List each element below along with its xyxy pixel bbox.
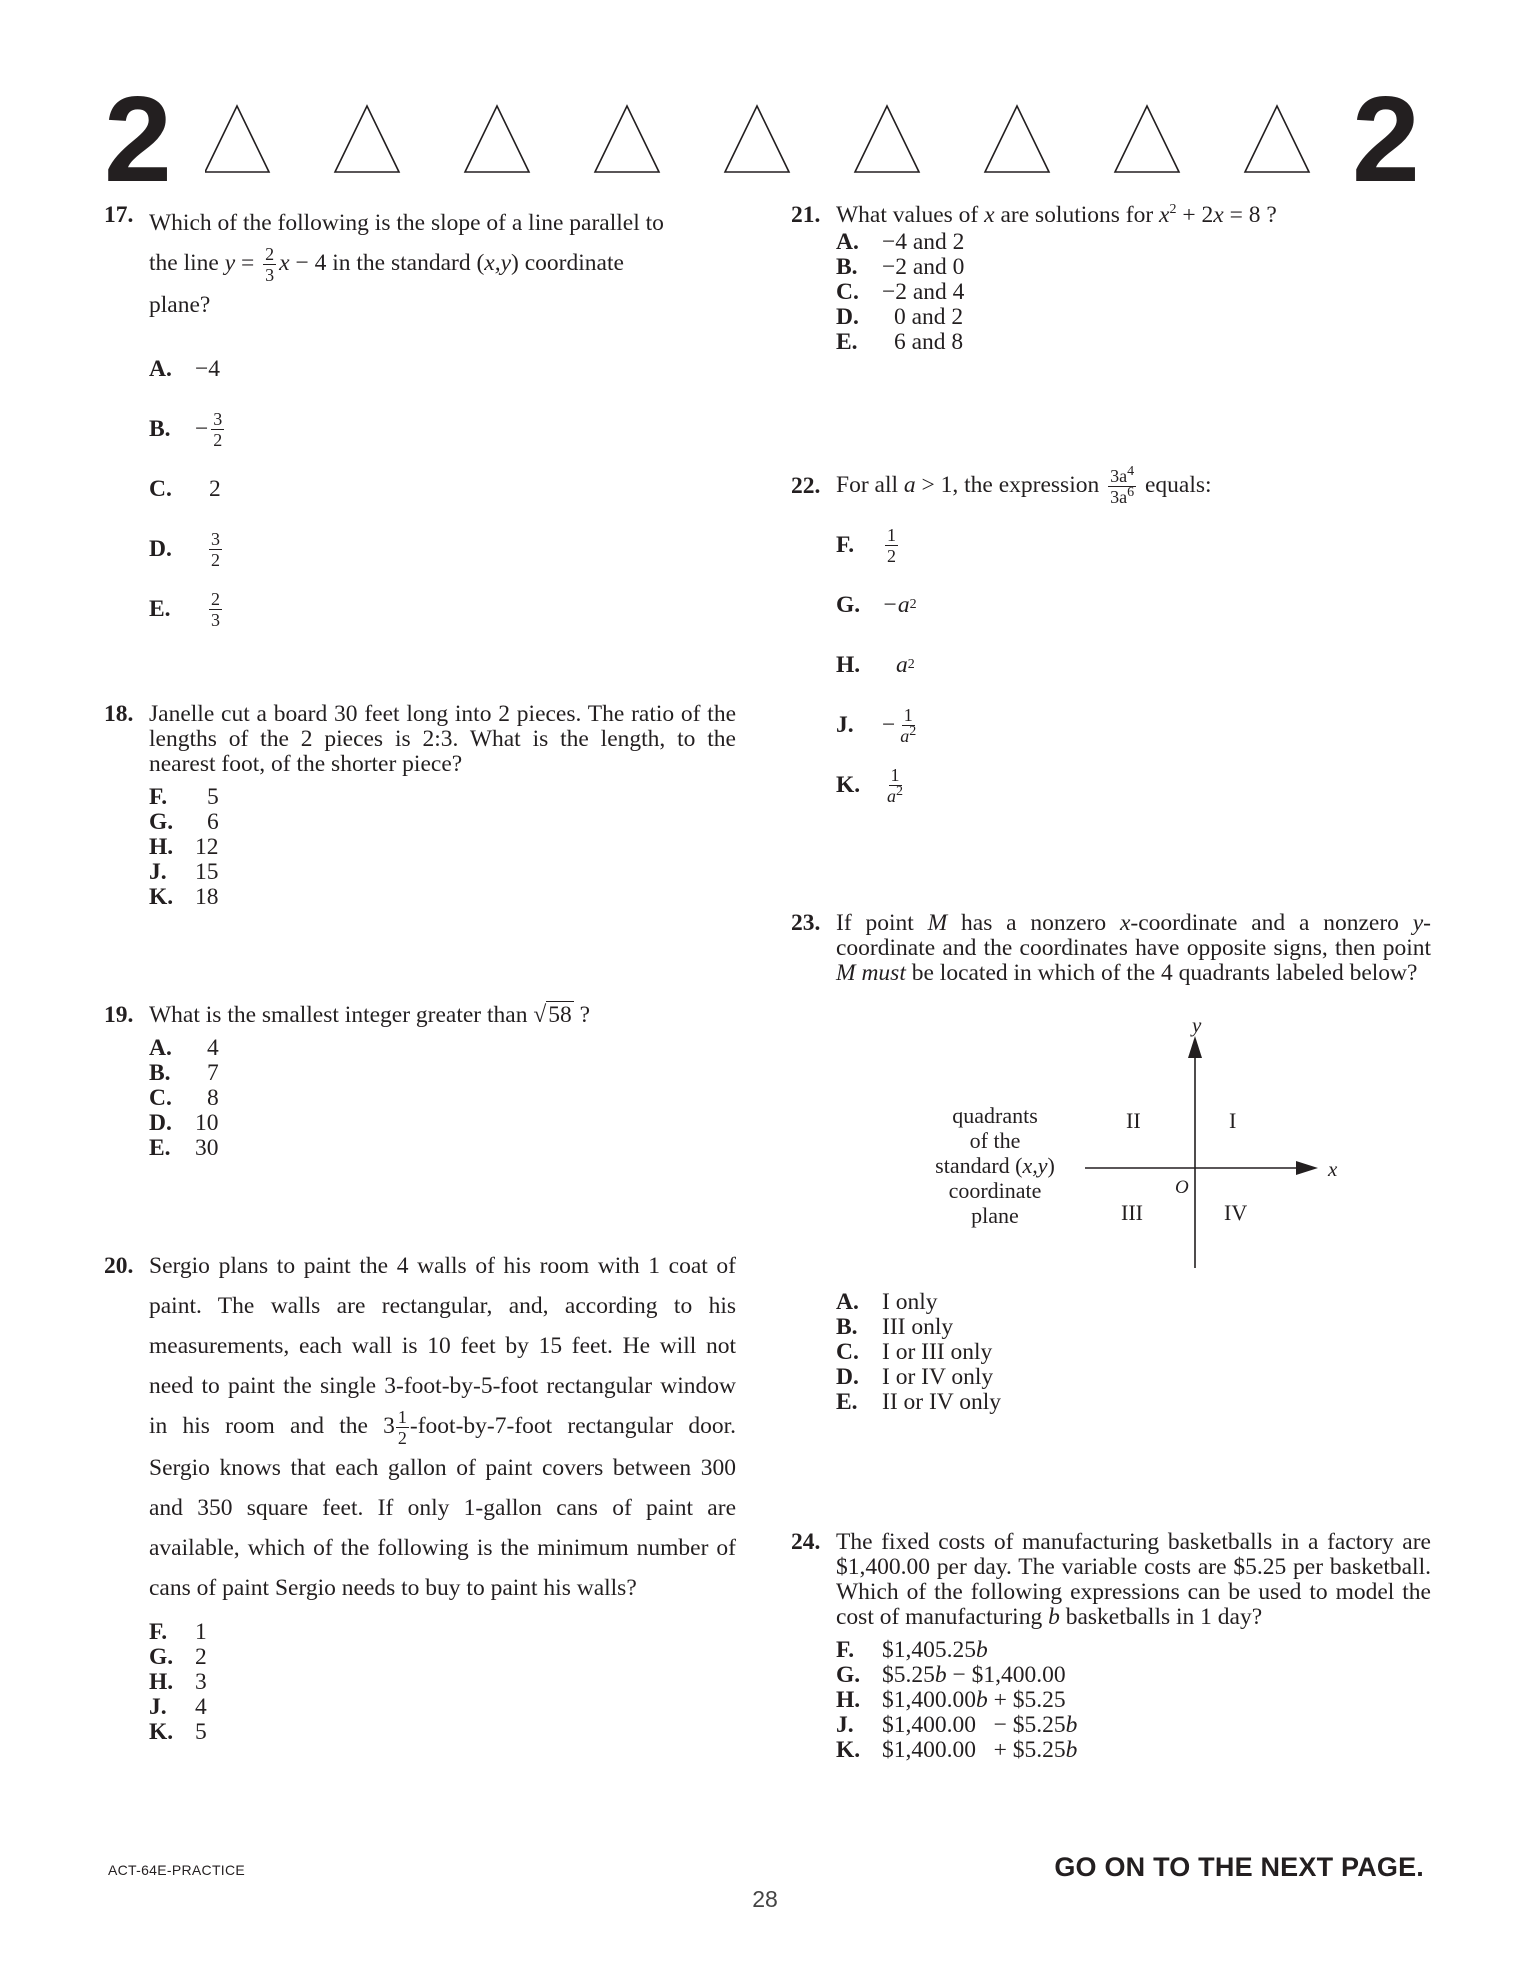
answer-option[interactable]: G. 2 [149,1644,207,1671]
fraction: $\frac{3a^4}{3a^6}$ [1110,464,1135,507]
answer-option[interactable]: D. 0 and 2 [836,304,964,330]
answer-option[interactable]: K. $\frac{1}{a^2}$ [836,764,903,806]
quadrant-diagram [920,1018,1340,1278]
triangle-icon [985,106,1049,172]
question-text: If point M has a nonzero x-coordinate and a nonzero y-coordinate and the coordinates have opposite signs, then point M must be located in which of the 4 quadrants labeled below? [836,910,1431,986]
next-page-notice: GO ON TO THE NEXT PAGE. [1054,1852,1424,1882]
answer-option[interactable]: D. I or IV only [836,1364,994,1390]
answer-option[interactable]: K. 18 [149,884,219,910]
answer-option[interactable]: E. II or IV only [836,1389,1002,1415]
question-20 [104,1254,736,1745]
answer-option[interactable]: F. 1 [149,1619,207,1646]
x-axis-arrow-icon [1296,1161,1318,1175]
answer-option[interactable]: H. $1,400.00 b + $5.25 [836,1687,1066,1713]
question-text [149,203,736,325]
quadrant-label-4: IV [1224,1200,1248,1225]
triangle-icon [725,106,789,172]
answer-option[interactable]: C. 8 [149,1085,219,1111]
header-triangles [205,104,1325,176]
answer-option[interactable]: H. 12 [149,834,219,860]
quadrant-label-1: I [1229,1108,1237,1133]
triangle-icon [1115,106,1179,172]
answer-option[interactable]: D. $\frac{3}{2}$ [149,528,220,570]
answer-options [836,1290,1431,1415]
question-number: 17. [104,202,134,228]
answer-option[interactable]: C. I or III only [836,1339,993,1365]
question-text: What values of x are solutions for $x^2 + 2x = 8$ ? [836,202,1277,228]
question-text: Janelle cut a board 30 feet long into 2 pieces. The ratio of the lengths of the 2 pieces is 2:3. What is the length, to the nearest foot, of the shorter piece? [149,701,736,777]
question-line: plane? [149,292,211,319]
fraction: $\frac{1}{2}$ [397,1407,407,1449]
square-root: √58 [533,1002,572,1028]
question-number: 19. [104,1002,134,1028]
triangle-icon [205,106,269,172]
question-23 [791,911,1431,986]
answer-option[interactable]: F. $1,405.25 b [836,1637,988,1663]
question-text: Sergio plans to paint the 4 walls of his room with 1 coat of paint. The walls are rectangular, and, according to his measurements, each wall is 10 feet by 15 feet. He will not need to paint the single 3-foot-by-5-foot rectangular window in his room and the 3 $\frac{1}{2}$ -foot-by-7-foot rectangular door. Sergio knows that each gallon of paint covers between 300 and 350 square feet. If only 1-gallon cans of paint are available, which of the following is the minimum number of cans of paint Sergio needs to buy to paint his walls? [149,1253,736,1602]
answer-option[interactable]: B. − $\frac{3}{2}$ [149,408,223,450]
question-number: 22. [791,473,821,499]
answer-options [149,339,736,639]
answer-option[interactable]: H. a 2 [836,651,915,678]
question-number: 18. [104,701,134,727]
answer-option[interactable]: H. 3 [149,1669,207,1696]
origin-label: O [1175,1177,1189,1198]
question-22 [791,466,1431,815]
answer-option[interactable]: J. − $\frac{1}{a^2}$ [836,704,917,746]
answer-option[interactable]: K. 5 [149,1719,207,1746]
answer-option[interactable]: C. −2 and 4 [836,279,965,305]
triangle-icon [465,106,529,172]
question-number: 20. [104,1253,134,1279]
question-text: What is the smallest integer greater than √58 ? [149,1002,591,1028]
answer-option[interactable]: B. 7 [149,1060,219,1086]
triangle-icon [595,106,659,172]
answer-option[interactable]: E. $\frac{2}{3}$ [149,588,220,630]
section-number-right: 2 [1352,71,1420,207]
answer-option[interactable]: J. $1,400.00 − $5.25 b [836,1712,1078,1738]
answer-option[interactable]: J. 4 [149,1694,207,1721]
page-number: 28 [752,1886,778,1912]
answer-option[interactable]: G. −a 2 [836,591,917,618]
answer-options [149,785,736,910]
quadrant-label-3: III [1121,1200,1143,1225]
answer-option[interactable]: B. III only [836,1314,954,1340]
answer-option[interactable]: A. I only [836,1289,938,1315]
answer-option[interactable]: J. 15 [149,859,219,885]
answer-option[interactable]: K. $1,400.00 + $5.25 b [836,1737,1078,1763]
quadrant-label-2: II [1126,1108,1141,1133]
answer-option[interactable]: A. −4 and 2 [836,229,965,255]
answer-option[interactable]: A. −4 [149,355,221,382]
answer-option[interactable]: G. $5.25 b − $1,400.00 [836,1662,1066,1688]
answer-options [149,1036,736,1161]
answer-option[interactable]: A. 4 [149,1035,219,1061]
triangle-icon [855,106,919,172]
answer-option[interactable]: E. 30 [149,1135,219,1161]
answer-option[interactable]: F. $\frac{1}{2}$ [836,524,896,566]
fraction: $\frac{2}{3}$ [265,244,275,286]
form-code: ACT-64E-PRACTICE [108,1862,246,1878]
answer-options [836,1638,1431,1763]
question-21 [791,203,1431,355]
answer-option[interactable]: G. 6 [149,809,219,835]
answer-options [836,515,1431,815]
question-text: For all a > 1, the expression $\frac{3a^4}{3a^6}$ equals: [836,464,1212,507]
answer-option[interactable]: E. 6 and 8 [836,329,964,355]
question-23-options [791,1290,1431,1415]
question-text: The fixed costs of manufacturing basketballs in a factory are $1,400.00 per day. The variable costs are $5.25 per basketball. Which of the following expressions can be used to model the cost of manufacturing b basketballs in 1 day? [836,1529,1431,1630]
question-19 [104,1003,736,1161]
question-number: 24. [791,1529,821,1555]
x-axis-label: x [1328,1157,1338,1181]
answer-option[interactable]: D. 10 [149,1110,219,1136]
y-axis-label: y [1192,1018,1202,1037]
question-line: the line y = $\frac{2}{3}$ x − 4 in the standard (x,y) coordinate [149,244,624,286]
question-24 [791,1530,1431,1763]
question-line: Which of the following is the slope of a line parallel to [149,210,664,236]
answer-option[interactable]: C. 2 [149,475,221,502]
answer-option[interactable]: B. −2 and 0 [836,254,965,280]
section-number-left: 2 [104,71,172,207]
question-17 [104,203,736,639]
answer-options [149,1620,736,1745]
answer-option[interactable]: F. 5 [149,784,219,810]
y-axis-arrow-icon [1188,1036,1202,1058]
question-number: 23. [791,910,821,936]
diagram-caption: quadrants of the standard (x,y) coordinate plane [935,1103,1055,1228]
answer-options [836,230,1431,355]
question-18 [104,702,736,910]
triangle-icon [1245,106,1309,172]
question-number: 21. [791,202,821,228]
triangle-icon [335,106,399,172]
